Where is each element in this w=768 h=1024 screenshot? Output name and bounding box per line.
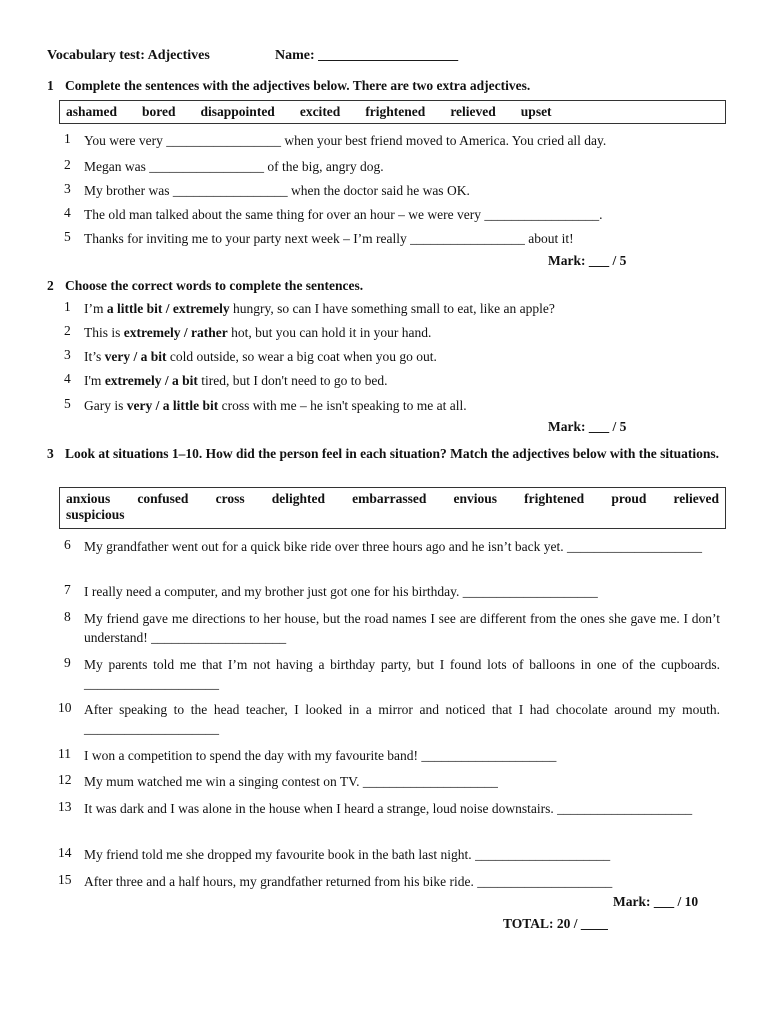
word-choice[interactable]: very / a bit: [104, 349, 167, 364]
item-text-after: when your best friend moved to America. You cried all day.: [281, 133, 607, 148]
item-text-before: Gary is: [84, 398, 127, 413]
item-text: [84, 872, 720, 891]
item-number: 11: [58, 746, 71, 761]
answer-blank[interactable]: ____________________: [421, 748, 557, 763]
item-number: 2: [64, 323, 71, 338]
section-instruction: Complete the sentences with the adjectives below. There are two extra adjectives.: [65, 78, 531, 93]
situation-text: It was dark and I was alone in the house when I heard a strange, loud noise downstairs.: [84, 801, 554, 816]
word-choice[interactable]: extremely / rather: [123, 325, 228, 340]
situation-text: My grandfather went out for a quick bike ride over three hours ago and he isn’t back yet.: [84, 539, 564, 554]
word-box-word: relieved: [673, 491, 719, 506]
item-text: [84, 582, 720, 601]
word-box-section-3: [59, 487, 726, 529]
word-box-word: proud: [611, 491, 647, 506]
item-text-before: Thanks for inviting me to your party next week – I’m really: [84, 231, 411, 246]
answer-blank[interactable]: _________________: [172, 183, 288, 198]
answer-blank[interactable]: ____________________: [475, 847, 611, 862]
item-text-after: hot, but you can hold it in your hand.: [227, 325, 432, 340]
situation-text: After speaking to the head teacher, I looked in a mirror and noticed that I had chocolate around my mouth.: [84, 702, 720, 717]
item-text-after: about it!: [524, 231, 574, 246]
item-text: [84, 131, 720, 150]
item-text-before: Megan was: [84, 159, 150, 174]
item-text: [84, 205, 720, 224]
word-box-word: frightened: [524, 491, 585, 506]
item-text: [84, 609, 720, 647]
item-number: 12: [58, 772, 72, 787]
word-box-word: excited: [299, 104, 341, 119]
item-number: 5: [64, 229, 71, 244]
word-box-word: suspicious: [66, 507, 125, 522]
answer-blank[interactable]: ____________________: [557, 801, 693, 816]
answer-blank[interactable]: ____________________: [84, 676, 219, 691]
word-choice[interactable]: a little bit / extremely: [106, 301, 230, 316]
word-box-word: cross: [215, 491, 245, 506]
situation-text: My friend told me she dropped my favourite book in the bath last night.: [84, 847, 472, 862]
item-text-after: cross with me – he isn't speaking to me at all.: [218, 398, 467, 413]
item-number: 3: [64, 181, 71, 196]
item-text: [84, 746, 720, 765]
item-text: [84, 396, 720, 415]
item-text: [84, 347, 720, 366]
word-box-word: relieved: [450, 104, 496, 119]
item-number: 4: [64, 205, 71, 220]
item-number: 10: [58, 700, 72, 715]
word-box-word: confused: [137, 491, 189, 506]
word-choice[interactable]: very / a little bit: [126, 398, 219, 413]
word-box-word: bored: [142, 104, 176, 119]
word-box-word: embarrassed: [352, 491, 427, 506]
answer-blank[interactable]: ____________________: [462, 584, 598, 599]
item-text: [84, 181, 720, 200]
item-text-before: I’m: [84, 301, 107, 316]
item-text-before: It’s: [84, 349, 105, 364]
answer-blank[interactable]: ____________________: [566, 539, 702, 554]
item-text: [84, 772, 720, 791]
item-text-before: The old man talked about the same thing for over an hour – we were very: [84, 207, 485, 222]
item-number: 1: [64, 299, 71, 314]
item-number: 15: [58, 872, 72, 887]
name-field-label: Name: ____________________: [275, 48, 459, 63]
item-text: [84, 799, 720, 818]
word-box-word: anxious: [66, 491, 111, 506]
worksheet-header: [47, 48, 459, 64]
item-text: [84, 157, 720, 176]
item-text-after: tired, but I don't need to go to bed.: [197, 373, 388, 388]
section-instruction: Look at situations 1–10. How did the person feel in each situation? Match the adjectives below with the situations.: [65, 446, 720, 461]
item-text-after: hungry, so can I have something small to eat, like an apple?: [229, 301, 555, 316]
test-title: Vocabulary test: Adjectives: [47, 48, 210, 63]
item-number: 2: [64, 157, 71, 172]
item-number: 8: [64, 609, 71, 624]
answer-blank[interactable]: _________________: [410, 231, 525, 246]
item-text: [84, 229, 720, 248]
situation-text: After three and a half hours, my grandfather returned from his bike ride.: [84, 874, 474, 889]
section-2-mark: Mark: ___ / 5: [548, 419, 627, 434]
section-1-mark: Mark: ___ / 5: [548, 253, 627, 268]
item-number: 14: [58, 845, 72, 860]
item-text-after: of the big, angry dog.: [263, 159, 384, 174]
section-number: 1: [47, 78, 54, 93]
answer-blank[interactable]: ____________________: [84, 721, 219, 736]
item-text: [84, 655, 720, 693]
item-text: [84, 537, 720, 556]
item-number: 4: [64, 371, 71, 386]
situation-text: My friend gave me directions to her house, but the road names I see are different from the ones she gave me. I don’t understand!: [84, 611, 720, 645]
situation-text: I really need a computer, and my brother just got one for his birthday.: [84, 584, 460, 599]
item-number: 6: [64, 537, 71, 552]
item-text: [84, 299, 720, 318]
word-box-word: disappointed: [200, 104, 275, 119]
item-text: [84, 323, 720, 342]
word-choice[interactable]: extremely / a bit: [104, 373, 198, 388]
answer-blank[interactable]: _________________: [484, 207, 600, 222]
section-instruction: Choose the correct words to complete the sentences.: [65, 278, 364, 293]
item-number: 3: [64, 347, 71, 362]
answer-blank[interactable]: ____________________: [151, 630, 287, 645]
item-number: 9: [64, 655, 71, 670]
item-text-after: cold outside, so wear a big coat when you go out.: [166, 349, 437, 364]
item-text: [84, 700, 720, 738]
item-text-after: when the doctor said he was OK.: [287, 183, 470, 198]
item-number: 1: [64, 131, 71, 146]
item-text-before: This is: [84, 325, 124, 340]
answer-blank[interactable]: _________________: [149, 159, 264, 174]
section-number: 3: [47, 446, 54, 461]
item-number: 7: [64, 582, 71, 597]
item-text-before: My brother was: [84, 183, 173, 198]
item-text: [84, 845, 720, 864]
total-score: TOTAL: 20 / ____: [503, 916, 608, 931]
answer-blank[interactable]: _________________: [166, 133, 281, 148]
word-box-word: ashamed: [66, 104, 118, 119]
word-box-word: upset: [520, 104, 552, 119]
answer-blank[interactable]: ____________________: [477, 874, 613, 889]
section-number: 2: [47, 278, 54, 293]
situation-text: My mum watched me win a singing contest on TV.: [84, 774, 360, 789]
item-text: [84, 371, 720, 390]
word-box-word: delighted: [271, 491, 325, 506]
word-box-word: envious: [453, 491, 498, 506]
word-box-section-1: [59, 100, 726, 124]
item-text-before: I'm: [84, 373, 105, 388]
item-text-before: You were very: [84, 133, 167, 148]
item-number: 13: [58, 799, 72, 814]
section-3-mark: Mark: ___ / 10: [613, 894, 699, 909]
answer-blank[interactable]: ____________________: [362, 774, 498, 789]
word-box-word: frightened: [365, 104, 426, 119]
situation-text: My parents told me that I’m not having a birthday party, but I found lots of balloons in one of the cupboards.: [84, 657, 720, 672]
item-text-after: .: [599, 207, 603, 222]
item-number: 5: [64, 396, 71, 411]
situation-text: I won a competition to spend the day with my favourite band!: [84, 748, 419, 763]
